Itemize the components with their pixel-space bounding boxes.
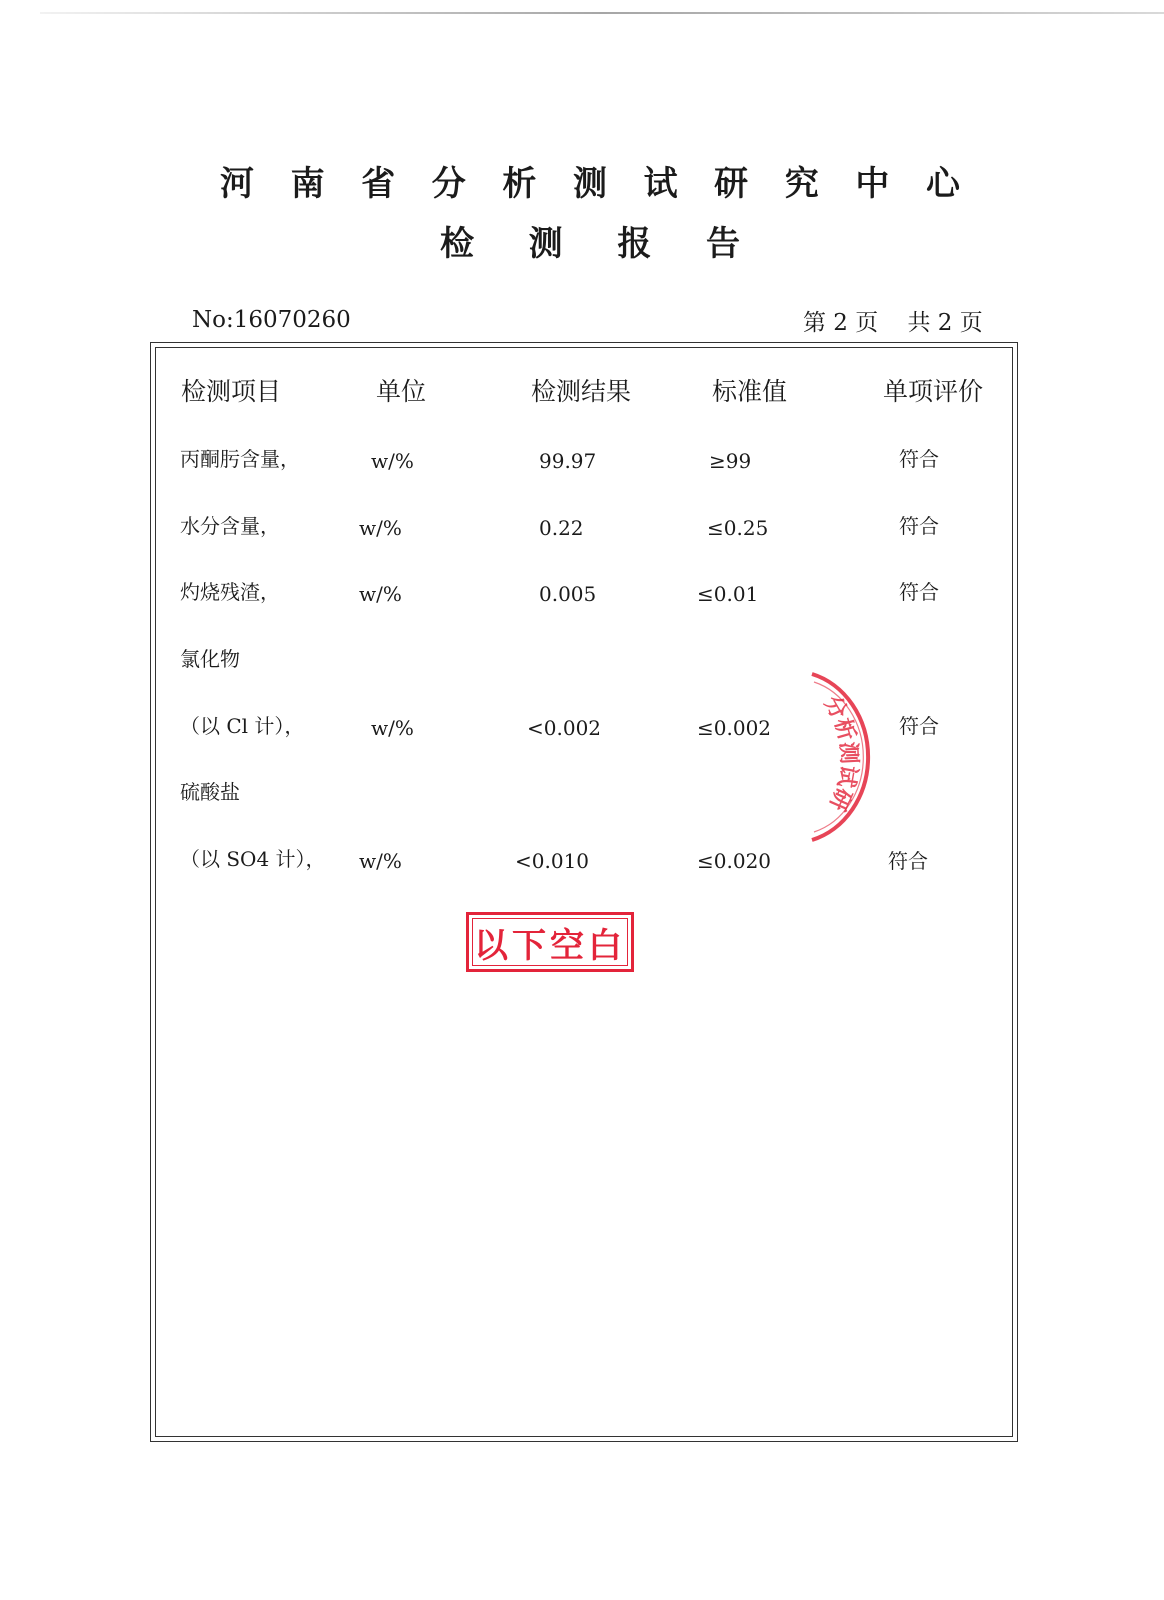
row-1-evaluation: 符合 [899,447,939,471]
row-1-unit: w/% [371,449,414,473]
organization-name [220,162,960,206]
header-standard: 标准值 [712,377,788,406]
row-5-item-qualifier: （以 SO4 计）， [180,847,326,871]
title-char: 报 [617,224,652,264]
row-2-standard: ≤0.25 [707,516,769,540]
scan-edge [40,12,1164,14]
org-char: 南 [290,164,325,204]
row-4-item-qualifier: （以 Cl 计）， [180,714,305,738]
org-char: 究 [784,164,819,204]
org-char: 研 [714,164,749,204]
title-char: 测 [528,224,563,264]
row-3-result: 0.005 [539,582,597,606]
org-char: 心 [925,164,960,204]
row-4-standard: ≤0.002 [697,716,772,740]
org-char: 河 [220,164,254,204]
org-char: 中 [855,164,890,204]
report-number: No:16070260 [192,307,351,333]
page-indicator: 第 2 页 共 2 页 [803,310,983,336]
org-char: 试 [643,164,678,204]
header-item: 检测项目 [181,377,282,406]
title-char: 检 [440,224,474,264]
row-5-item: 硫酸盐 [180,780,240,804]
table-frame-inner [155,347,1013,1437]
row-5-unit: w/% [359,849,402,873]
row-5-result: <0.010 [515,849,590,873]
row-2-result: 0.22 [539,516,584,540]
org-char: 分 [431,164,466,204]
report-title [440,222,740,266]
header-evaluation: 单项评价 [883,377,984,406]
row-4-result: <0.002 [527,716,602,740]
row-4-unit: w/% [371,716,414,740]
row-2-evaluation: 符合 [899,514,939,538]
title-char: 告 [705,224,740,264]
row-3-unit: w/% [359,582,402,606]
header-result: 检测结果 [531,377,632,406]
row-5-evaluation: 符合 [888,849,928,873]
org-char: 析 [502,164,537,204]
row-2-item: 水分含量， [180,514,280,538]
blank-below-stamp [466,912,634,972]
row-3-standard: ≤0.01 [697,582,759,606]
org-char: 测 [572,164,607,204]
row-1-item: 丙酮肟含量， [180,447,300,471]
row-3-item: 灼烧残渣， [180,580,280,604]
seal-text: 分析测试研 [818,692,862,814]
row-2-unit: w/% [359,516,402,540]
row-5-standard: ≤0.020 [697,849,772,873]
row-4-item: 氯化物 [180,647,240,671]
row-3-evaluation: 符合 [899,580,939,604]
row-1-result: 99.97 [539,449,597,473]
org-char: 省 [361,164,396,204]
official-seal [790,668,890,846]
row-1-standard: ≥99 [709,449,752,473]
header-unit: 单位 [376,377,427,406]
blank-below-stamp-text: 以下空白 [472,918,628,966]
row-4-evaluation: 符合 [899,714,939,738]
